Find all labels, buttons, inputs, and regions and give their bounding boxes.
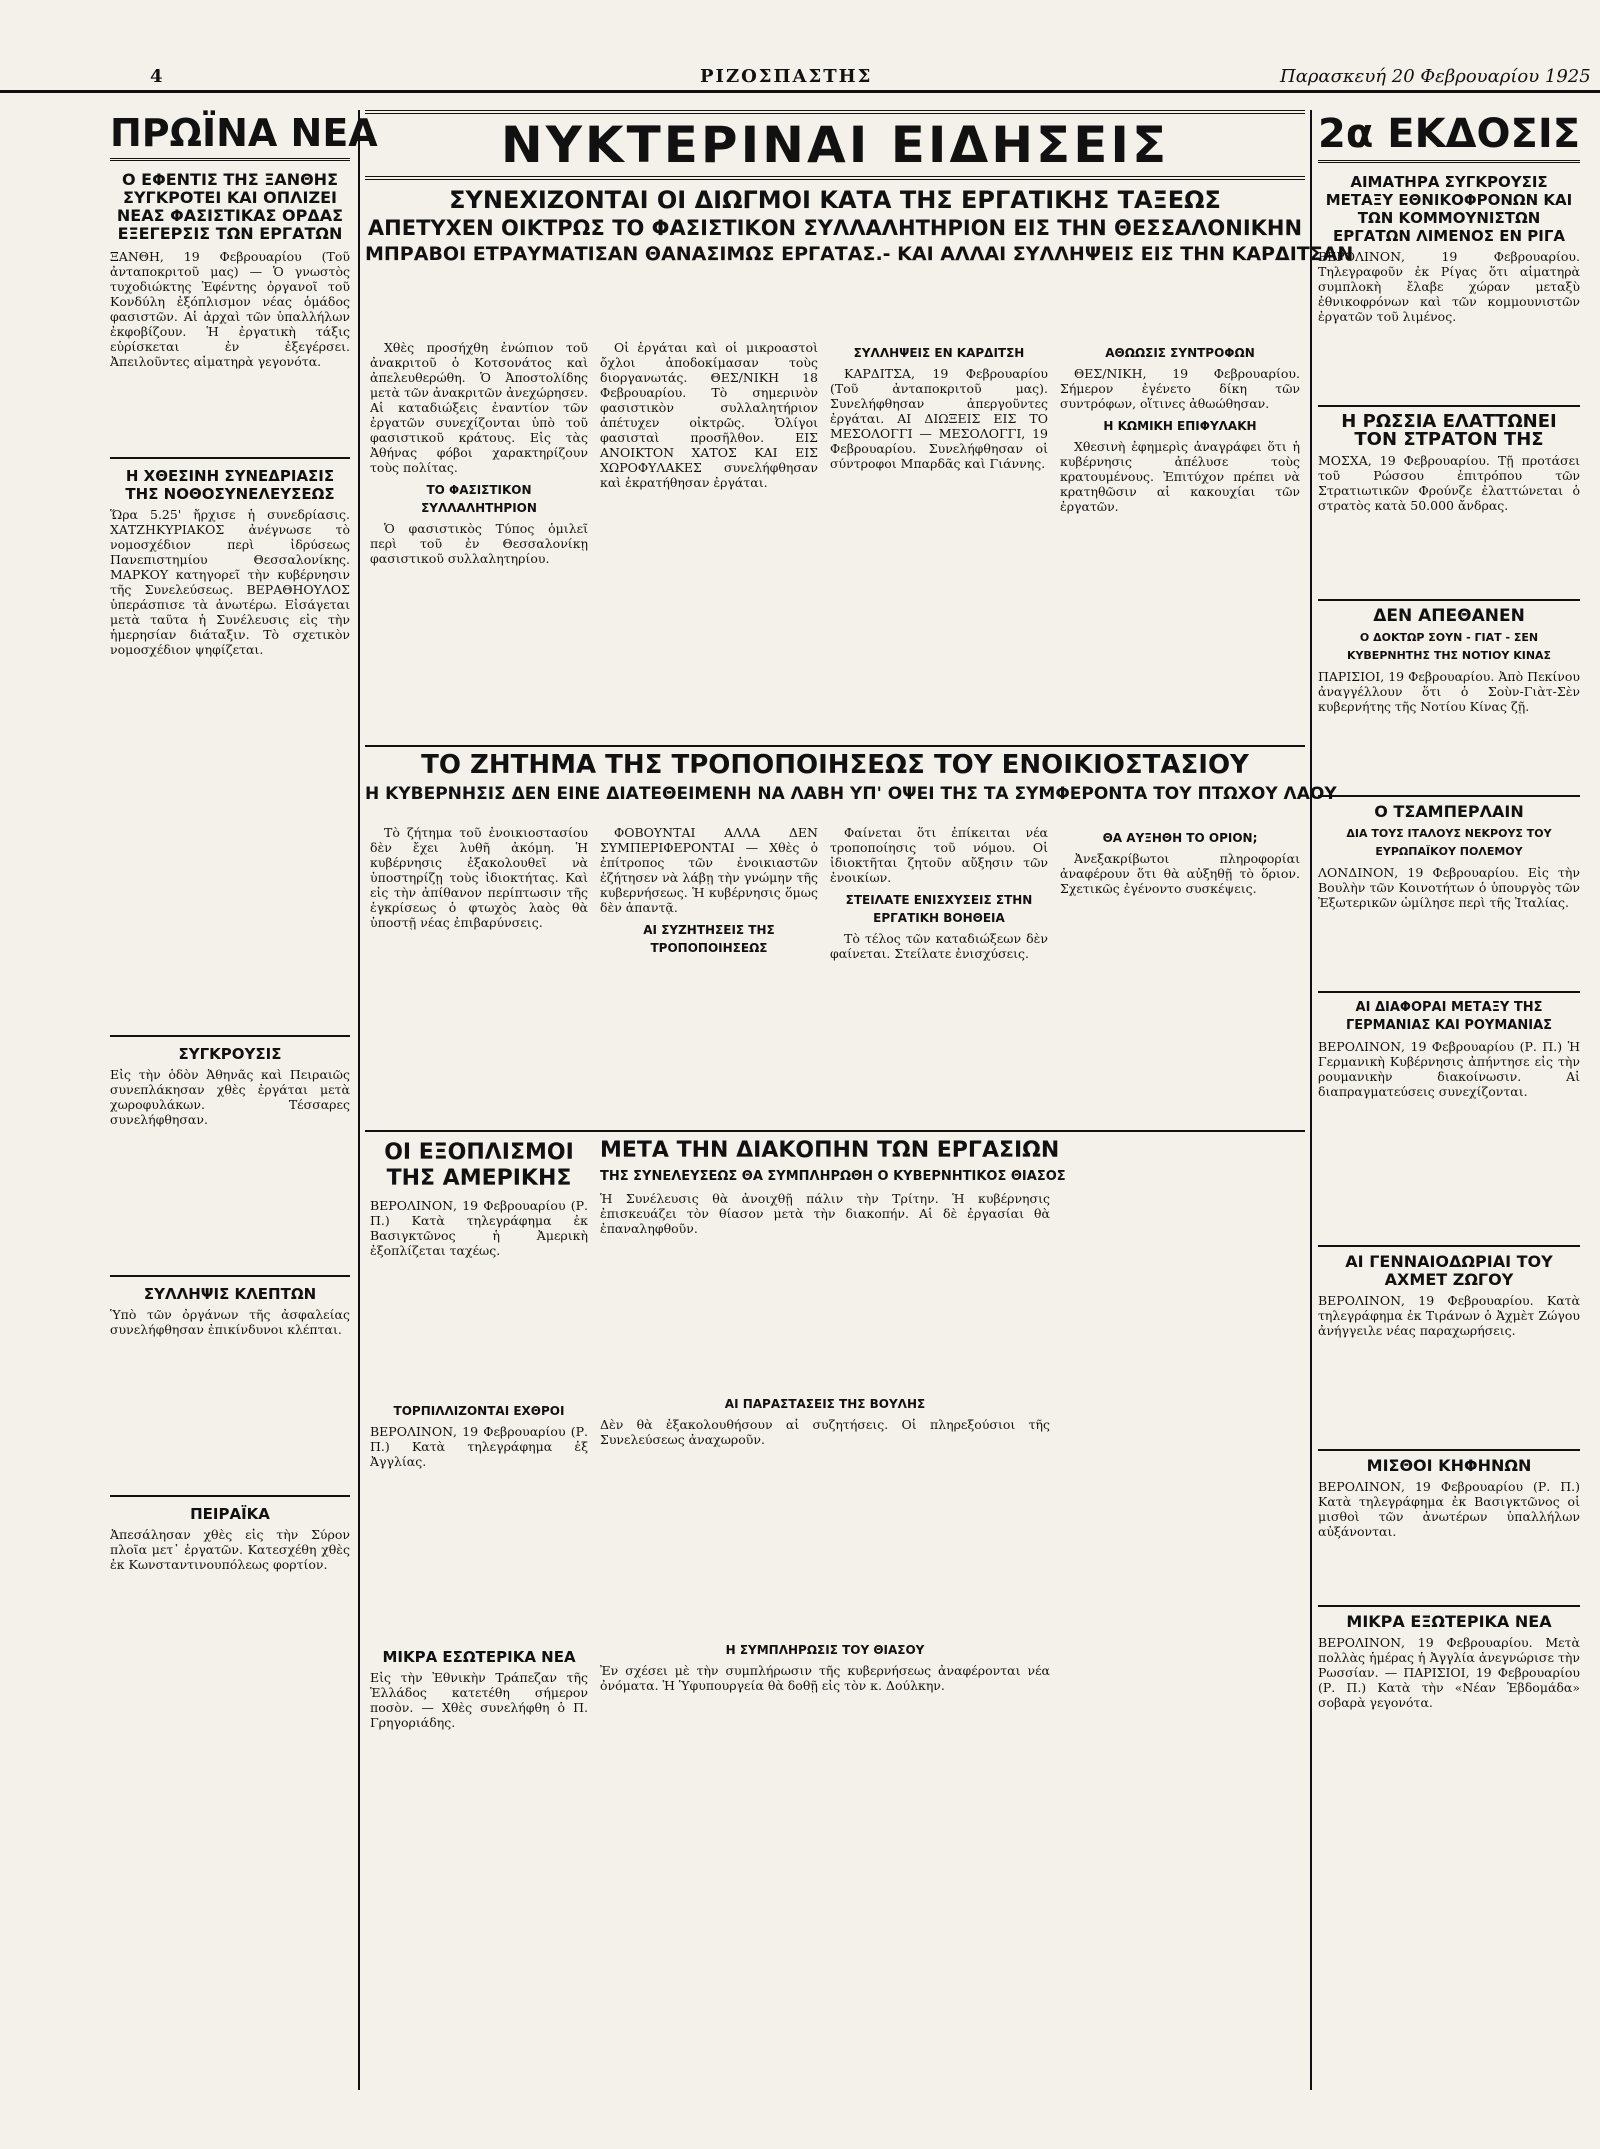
left-lead-body: ΞΑΝΘΗ, 19 Φεβρουαρίου (Τοῦ ἀνταποκριτοῦ μας) — Ὁ γνωστὸς τυχοδιώκτης Ἐφέντης ὀργανοῖ τοῦ Κονδύλη ἐξόπλισμον νέας ὁμάδος φασιστῶν. Αἱ ἀρχαὶ τῶν ὑπαλλήλων ἐκφοβίζουν. Ἡ ἐργατικὴ τάξις εὑρίσκεται ἐν ἐξεγέρσει. Ἀπειλοῦντες αἱματηρὰ γεγονότα. (110, 249, 350, 369)
left-h4: ΣΥΛΛΗΨΙΣ ΚΛΕΠΤΩΝ (143, 1285, 317, 1303)
right-h4-body: ΛΟΝΔΙΝΟΝ, 19 Φεβρουαρίου. Εἰς τὴν Βουλὴν τῶν Κοινοτήτων ὁ ὑπουργὸς τῶν Ἐξωτερικῶν ὡμίλησε περὶ τῆς Ἰταλίας. (1318, 865, 1580, 910)
divider (1318, 1245, 1580, 1247)
center-c3-head: ΣΥΛΛΗΨΕΙΣ ΕΝ ΚΑΡΔΙΤΣΗ (853, 346, 1025, 360)
center-d2-sub: ΑΙ ΣΥΖΗΤΗΣΕΙΣ ΤΗΣ ΤΡΟΠΟΠΟΙΗΣΕΩΣ (643, 923, 775, 955)
center-d5-sub: ΘΑ ΑΥΞΗΘΗ ΤΟ ΟΡΙΟΝ; (1102, 831, 1258, 845)
right-h7-body: ΒΕΡΟΛΙΝΟΝ, 19 Φεβρουαρίου (Ρ. Π.) Κατὰ τηλεγράφημα ἐκ Βασιγκτῶνος οἱ μισθοὶ τῶν ἀνωτέρων ὑπαλλήλων αὐξάνονται. (1318, 1479, 1580, 1539)
center-e-b3: Εἰς τὴν Ἐθνικὴν Τράπεζαν τῆς Ἑλλάδος κατετέθη σήμερον ποσὸν. — Χθὲς συνελήφθη ὁ Π. Γρηγοριάδης. (370, 1670, 588, 1730)
divider (110, 1275, 350, 1277)
center-d2: ΦΟΒΟΥΝΤΑΙ ΑΛΛΑ ΔΕΝ ΣΥΜΠΕΡΙΦΕΡΟΝΤΑΙ — Χθὲς ὁ ἐπίτροπος τῶν ἐνοικιαστῶν ἐζήτησεν νὰ λάβῃ τὴν γνώμην τῆς κυβερνήσεως. Ἡ κυβέρνησις ὅμως δὲν ἀπαντᾷ. (600, 825, 818, 915)
right-column (1318, 110, 1580, 2090)
column-rule (358, 110, 360, 2090)
center-c1-sub-body: Ὁ φασιστικὸς Τύπος ὁμιλεῖ περὶ τοῦ ἐν Θεσσαλονίκῃ φασιστικοῦ συλλαλητηρίου. (370, 521, 588, 566)
center-e-b2: ΒΕΡΟΛΙΝΟΝ, 19 Φεβρουαρίου (Ρ. Π.) Κατὰ τηλεγράφημα ἐξ Ἀγγλίας. (370, 1424, 588, 1469)
divider (1318, 1605, 1580, 1607)
divider (1318, 795, 1580, 797)
right-h4-sub: ΔΙΑ ΤΟΥΣ ΙΤΑΛΟΥΣ ΝΕΚΡΟΥΣ ΤΟΥ ΕΥΡΩΠΑΪΚΟΥ ΠΟΛΕΜΟΥ (1346, 827, 1552, 858)
right-h2: Η ΡΩΣΣΙΑ ΕΛΑΤΤΩΝΕΙ ΤΟΝ ΣΤΡΑΤΟΝ ΤΗΣ (1341, 411, 1557, 450)
center-banner: ΝΥΚΤΕΡΙΝΑΙ ΕΙΔΗΣΕΙΣ (365, 110, 1305, 180)
center-f-sub2: Η ΣΥΜΠΛΗΡΩΣΙΣ ΤΟΥ ΘΙΑΣΟΥ (725, 1643, 925, 1657)
left-h5-body: Ἀπεσάλησαν χθὲς εἰς τὴν Σύρον πλοῖα μετ᾽ ἐργατῶν. Κατεσχέθη χθὲς ἐκ Κωνσταντινουπόλεως φορτίον. (110, 1527, 350, 1572)
center-f-sub1: ΑΙ ΠΑΡΑΣΤΑΣΕΙΣ ΤΗΣ ΒΟΥΛΗΣ (724, 1397, 926, 1411)
left-h4-body: Ὑπὸ τῶν ὀργάνων τῆς ἀσφαλείας συνελήφθησαν ἐπικίνδυνοι κλέπται. (110, 1307, 350, 1337)
center-f-h2: ΤΗΣ ΣΥΝΕΛΕΥΣΕΩΣ ΘΑ ΣΥΜΠΛΗΡΩΘΗ Ο ΚΥΒΕΡΝΗΤΙΚΟΣ ΘΙΑΣΟΣ (600, 1169, 1066, 1184)
masthead (0, 0, 1600, 93)
left-h3-body: Εἰς τὴν ὁδὸν Ἀθηνᾶς καὶ Πειραιῶς συνεπλάκησαν χθὲς ἐργάται μετὰ χωροφυλάκων. Τέσσαρες συνελήφθησαν. (110, 1067, 350, 1127)
divider (110, 1035, 350, 1037)
center-c4-sub-body: Χθεσινὴ ἐφημερὶς ἀναγράφει ὅτι ἡ κυβέρνησις ἀπέλυσε τοὺς κρατουμένους. Ἐπιτύχον πρέπει νὰ κρατηθῶσιν αἱ κακουχίαι τῶν ἐργατῶν. (1060, 439, 1300, 514)
divider (1318, 1449, 1580, 1451)
right-lead-body: ΒΕΡΟΛΙΝΟΝ, 19 Φεβρουαρίου. Τηλεγραφοῦν ἐκ Ρίγας ὅτι αἱματηρὰ συμπλοκὴ ἔλαβε χώραν μεταξὺ ἐθνικοφρόνων καὶ τῶν κομμουνιστῶν ἐργατῶν τοῦ λιμένος. (1318, 249, 1580, 324)
right-h5: ΑΙ ΔΙΑΦΟΡΑΙ ΜΕΤΑΞΥ ΤΗΣ ΓΕΡΜΑΝΙΑΣ ΚΑΙ ΡΟΥΜΑΝΙΑΣ (1345, 1000, 1553, 1033)
divider (110, 1495, 350, 1497)
right-h3-sub: Ο ΔΟΚΤΩΡ ΣΟΥΝ - ΓΙΑΤ - ΣΕΝ ΚΥΒΕΡΝΗΤΗΣ ΤΗΣ ΝΟΤΙΟΥ ΚΙΝΑΣ (1346, 631, 1552, 662)
right-lead-head: ΑΙΜΑΤΗΡΑ ΣΥΓΚΡΟΥΣΙΣ ΜΕΤΑΞΥ ΕΘΝΙΚΟΦΡΟΝΩΝ ΚΑΙ ΤΩΝ ΚΟΜΜΟΥΝΙΣΤΩΝ ΕΡΓΑΤΩΝ ΛΙΜΕΝΟΣ ΕΝ ΡΙΓΑ (1325, 173, 1573, 245)
center-c4-sub: Η ΚΩΜΙΚΗ ΕΠΙΦΥΛΑΚΗ (1103, 419, 1257, 433)
center-h2: ΑΠΕΤΥΧΕΝ ΟΙΚΤΡΩΣ ΤΟ ΦΑΣΙΣΤΙΚΟΝ ΣΥΛΛΑΛΗΤΗΡΙΟΝ ΕΙΣ ΤΗΝ ΘΕΣΣΑΛΟΝΙΚΗΝ (367, 216, 1303, 240)
left-lead-head: Ο ΕΦΕΝΤΙΣ ΤΗΣ ΞΑΝΘΗΣ ΣΥΓΚΡΟΤΕΙ ΚΑΙ ΟΠΛΙΖΕΙ ΝΕΑΣ ΦΑΣΙΣΤΙΚΑΣ ΟΡΔΑΣ ΕΞΕΓΕΡΣΙΣ ΤΩΝ ΕΡΓΑΤΩΝ (116, 170, 344, 243)
center-h3: ΜΠΡΑΒΟΙ ΕΤΡΑΥΜΑΤΙΣΑΝ ΘΑΝΑΣΙΜΩΣ ΕΡΓΑΤΑΣ.- ΚΑΙ ΑΛΛΑΙ ΣΥΛΛΗΨΕΙΣ ΕΙΣ ΤΗΝ ΚΑΡΔΙΤΣΑΝ (365, 243, 1354, 265)
center-f-b3: Ἐν σχέσει μὲ τὴν συμπλήρωσιν τῆς κυβερνήσεως ἀναφέρονται νέα ὀνόματα. Ἡ Ὑφυπουργεία θὰ δοθῇ εἰς τὸν κ. Δούλκην. (600, 1663, 1050, 1693)
center-c2-body: Οἱ ἐργάται καὶ οἱ μικροαστοὶ ὄχλοι ἀποδοκίμασαν τοὺς διοργανωτάς. ΘΕΣ/ΝΙΚΗ 18 Φεβρουαρίου. Τὸ σημερινὸν φασιστικὸν συλλαλητήριον ἀπέτυχεν οἰκτρῶς. Ὀλίγοι φασισταὶ προσῆλθον. ΕΙΣ ΑΝΟΙΚΤΟΝ ΧΑΤΟΣ ΚΑΙ ΕΙΣ ΧΩΡΟΦΥΛΑΚΕΣ συνελήφθησαν καὶ ἐκρατήθησαν ἐργάται. (600, 340, 818, 490)
right-h4: Ο ΤΣΑΜΠΕΡΛΑΙΝ (1374, 802, 1524, 821)
left-title: ΠΡΩΪΝΑ ΝΕΑ (110, 110, 350, 161)
column-rule (1310, 110, 1312, 2090)
center-e-b1: ΒΕΡΟΛΙΝΟΝ, 19 Φεβρουαρίου (Ρ. Π.) Κατὰ τηλεγράφημα ἐκ Βασιγκτῶνος ἡ Ἀμερικὴ ἐξοπλίζεται ταχέως. (370, 1198, 588, 1258)
left-h2-body: Ὥρα 5.25' ἤρχισε ἡ συνεδρίασις. ΧΑΤΖΗΚΥΡΙΑΚΟΣ ἀνέγνωσε τὸ νομοσχέδιον περὶ ἰδρύσεως Πανεπιστημίου Θεσσαλονίκης. ΜΑΡΚΟΥ κατηγορεῖ τὴν κυβέρνησιν τῆς Συνελεύσεως. ΒΕΡΑΘΗΟΥΛΟΣ ὑπεράσπισε τὰ ἀνωτέρω. Εἰσάγεται μετὰ ταῦτα ἡ Συνέλευσις εἰς τὴν ἡμερησίαν διάταξιν. Τὸ σχετικὸν νομοσχέδιον ψηφίζεται. (110, 507, 350, 657)
center-col-1 (370, 340, 588, 735)
divider (365, 745, 1305, 747)
center-f-b1: Ἡ Συνέλευσις θὰ ἀνοιχθῇ πάλιν τὴν Τρίτην. Ἡ κυβέρνησις ἐπισκευάζει τὸν θίασον μετὰ τὴν διακοπήν. Αἱ δὲ ἐργασίαι θὰ ἐπαναληφθοῦν. (600, 1191, 1050, 1236)
right-h6: ΑΙ ΓΕΝΝΑΙΟΔΩΡΙΑΙ ΤΟΥ ΑΧΜΕΤ ΖΩΓΟΥ (1345, 1252, 1553, 1289)
center-d1: Τὸ ζήτημα τοῦ ἐνοικιοστασίου δὲν ἔχει λυθῆ ἀκόμη. Ἡ κυβέρνησις ἐξακολουθεῖ νὰ ὑποστηρίζῃ τοὺς ἰδιοκτήτας. Καὶ εἰς τὴν ἀπίθανον περίπτωσιν τῆς ἐγκρίσεως ὁ φτωχὸς λαὸς θὰ ὑποστῇ νέας ἐπιβαρύνσεις. (370, 825, 588, 930)
center-e-h2: ΤΟΡΠΙΛΛΙΖΟΝΤΑΙ ΕΧΘΡΟΙ (393, 1404, 565, 1418)
rent-col-1 (370, 825, 588, 1125)
divider (1318, 599, 1580, 601)
right-title: 2α ΕΚΔΟΣΙΣ (1318, 110, 1580, 163)
center-c1-body: Χθὲς προσήχθη ἐνώπιον τοῦ ἀνακριτοῦ ὁ Κοτσονάτος καὶ ἀπελευθερώθη. Ὁ Ἀποστολίδης μετὰ τῶν ἀνακριτῶν ἀνεχώρησεν. Αἱ καταδιώξεις ἐναντίον τῶν ἐργατῶν συνεχίζονται ὑπὸ τοῦ φασιστικοῦ κράτους. Εἰς τὰς Ἀθήνας φόβοι χαρακτηρίζουν τοὺς πολίτας. (370, 340, 588, 475)
center-e-h1: ΟΙ ΕΞΟΠΛΙΣΜΟΙ ΤΗΣ ΑΜΕΡΙΚΗΣ (384, 1140, 574, 1191)
divider (365, 1130, 1305, 1132)
divider (1318, 991, 1580, 993)
center-top (365, 110, 1354, 265)
left-column (110, 110, 378, 2090)
bottom-col-1 (370, 1140, 588, 2090)
center-col-4 (1060, 340, 1300, 735)
rent-col-4 (1060, 825, 1300, 1125)
left-h5: ΠΕΙΡΑΪΚΑ (190, 1505, 270, 1523)
left-h2: Η ΧΘΕΣΙΝΗ ΣΥΝΕΔΡΙΑΣΙΣ ΤΗΣ ΝΟΘΟΣΥΝΕΛΕΥΣΕΩΣ (125, 467, 335, 503)
center-d4: Τὸ τέλος τῶν καταδιώξεων δὲν φαίνεται. Στείλατε ἐνισχύσεις. (830, 931, 1048, 961)
rent-col-3 (830, 825, 1048, 1125)
divider (1318, 405, 1580, 407)
right-h7: ΜΙΣΘΟΙ ΚΗΦΗΝΩΝ (1366, 1456, 1532, 1475)
right-h6-body: ΒΕΡΟΛΙΝΟΝ, 19 Φεβρουαρίου. Κατὰ τηλεγράφημα ἐκ Τιράνων ὁ Ἀχμὲτ Ζώγου ἀνήγγειλε νέας παραχωρήσεις. (1318, 1293, 1580, 1338)
right-h5-body: ΒΕΡΟΛΙΝΟΝ, 19 Φεβρουαρίου (Ρ. Π.) Ἡ Γερμανικὴ Κυβέρνησις ἀπήντησε εἰς τὴν ρουμανικὴν διακοίνωσιν. Αἱ διαπραγματεύσεις συνεχίζονται. (1318, 1039, 1580, 1099)
divider (110, 457, 350, 459)
center-c3-body: ΚΑΡΔΙΤΣΑ, 19 Φεβρουαρίου (Τοῦ ἀνταποκριτοῦ μας). Συνελήφθησαν ἀπεργοῦντες ἐργάται. ΑΙ ΔΙΩΞΕΙΣ ΕΙΣ ΤΟ ΜΕΣΟΛΟΓΓΙ — ΜΕΣΟΛΟΓΓΙ, 19 Φεβρουαρίου. Συνελήφθησαν οἱ σύντροφοι Μπαρδᾶς καὶ Γιάννης. (830, 366, 1048, 471)
center-f-h1: ΜΕΤΑ ΤΗΝ ΔΙΑΚΟΠΗΝ ΤΩΝ ΕΡΓΑΣΙΩΝ (600, 1138, 1060, 1163)
center-h4: ΤΟ ΖΗΤΗΜΑ ΤΗΣ ΤΡΟΠΟΠΟΙΗΣΕΩΣ ΤΟΥ ΕΝΟΙΚΙΟΣΤΑΣΙΟΥ (421, 750, 1249, 780)
bottom-col-2 (600, 1138, 1066, 2090)
center-c1-sub: ΤΟ ΦΑΣΙΣΤΙΚΟΝ ΣΥΛΛΑΛΗΤΗΡΙΟΝ (421, 483, 537, 515)
center-col-3 (830, 340, 1048, 735)
rent-col-2 (600, 825, 818, 1125)
center-d5: Ἀνεξακρίβωτοι πληροφορίαι ἀναφέρουν ὅτι θὰ αὐξηθῇ τὸ ὅριον. Σχετικῶς ἐγένοντο συσκέψεις. (1060, 851, 1300, 896)
right-h8: ΜΙΚΡΑ ΕΞΩΤΕΡΙΚΑ ΝΕΑ (1346, 1612, 1552, 1631)
right-h2-body: ΜΟΣΧΑ, 19 Φεβρουαρίου. Τῇ προτάσει τοῦ Ρώσσου ἐπιτρόπου τῶν Στρατιωτικῶν Φρούνζε ἐλαττώνεται ὁ στρατὸς κατὰ 50.000 ἄνδρας. (1318, 453, 1580, 513)
center-c4-body: ΘΕΣ/ΝΙΚΗ, 19 Φεβρουαρίου. Σήμερον ἐγένετο δίκη τῶν συντρόφων, οἵτινες ἀθωώθησαν. (1060, 366, 1300, 411)
center-col-2 (600, 340, 818, 735)
center-h5: Η ΚΥΒΕΡΝΗΣΙΣ ΔΕΝ ΕΙΝΕ ΔΙΑΤΕΘΕΙΜΕΝΗ ΝΑ ΛΑΒΗ ΥΠ' ΟΨΕΙ ΤΗΣ ΤΑ ΣΥΜΦΕΡΟΝΤΑ ΤΟΥ ΠΤΩΧΟΥ ΛΑΟΥ (365, 784, 1337, 804)
rent-story-heads (365, 750, 1337, 804)
right-h8-body: ΒΕΡΟΛΙΝΟΝ, 19 Φεβρουαρίου. Μετὰ πολλὰς ἡμέρας ἡ Ἀγγλία ἀνεγνώρισε τὴν Ρωσσίαν. — ΠΑΡΙΣΙΟΙ, 19 Φεβρουαρίου (Ρ. Π.) Κατὰ τὴν «Νέαν Ἑβδομάδα» σοβαρὰ γεγονότα. (1318, 1635, 1580, 1710)
center-f-b2: Δὲν θὰ ἐξακολουθήσουν αἱ συζητήσεις. Οἱ πληρεξούσιοι τῆς Συνελεύσεως ἀναχωροῦν. (600, 1417, 1050, 1447)
issue-date: Παρασκευή 20 Φεβρουαρίου 1925 (1280, 66, 1591, 87)
paper-name: ΡΙΖΟΣΠΑΣΤΗΣ (700, 66, 873, 87)
right-h3: ΔΕΝ ΑΠΕΘΑΝΕΝ (1373, 606, 1525, 626)
center-e-h3: ΜΙΚΡΑ ΕΣΩΤΕΡΙΚΑ ΝΕΑ (382, 1648, 576, 1666)
center-h1: ΣΥΝΕΧΙΖΟΝΤΑΙ ΟΙ ΔΙΩΓΜΟΙ ΚΑΤΑ ΤΗΣ ΕΡΓΑΤΙΚΗΣ ΤΑΞΕΩΣ (449, 186, 1221, 214)
center-d3: Φαίνεται ὅτι ἐπίκειται νέα τροποποίησις τοῦ νόμου. Οἱ ἰδιοκτῆται ζητοῦν αὔξησιν τῶν ἐνοικίων. (830, 825, 1048, 885)
right-h3-body: ΠΑΡΙΣΙΟΙ, 19 Φεβρουαρίου. Ἀπὸ Πεκίνου ἀναγγέλλουν ὅτι ὁ Σοὺν-Γιὰτ-Σὲν κυβερνήτης τῆς Νοτίου Κίνας ζῇ. (1318, 669, 1580, 714)
center-c4-head: ΑΘΩΩΣΙΣ ΣΥΝΤΡΟΦΩΝ (1105, 346, 1255, 360)
left-h3: ΣΥΓΚΡΟΥΣΙΣ (178, 1045, 282, 1063)
center-d4-sub: ΣΤΕΙΛΑΤΕ ΕΝΙΣΧΥΣΕΙΣ ΣΤΗΝ ΕΡΓΑΤΙΚΗ ΒΟΗΘΕΙΑ (845, 893, 1033, 925)
page-number: 4 (150, 66, 163, 87)
